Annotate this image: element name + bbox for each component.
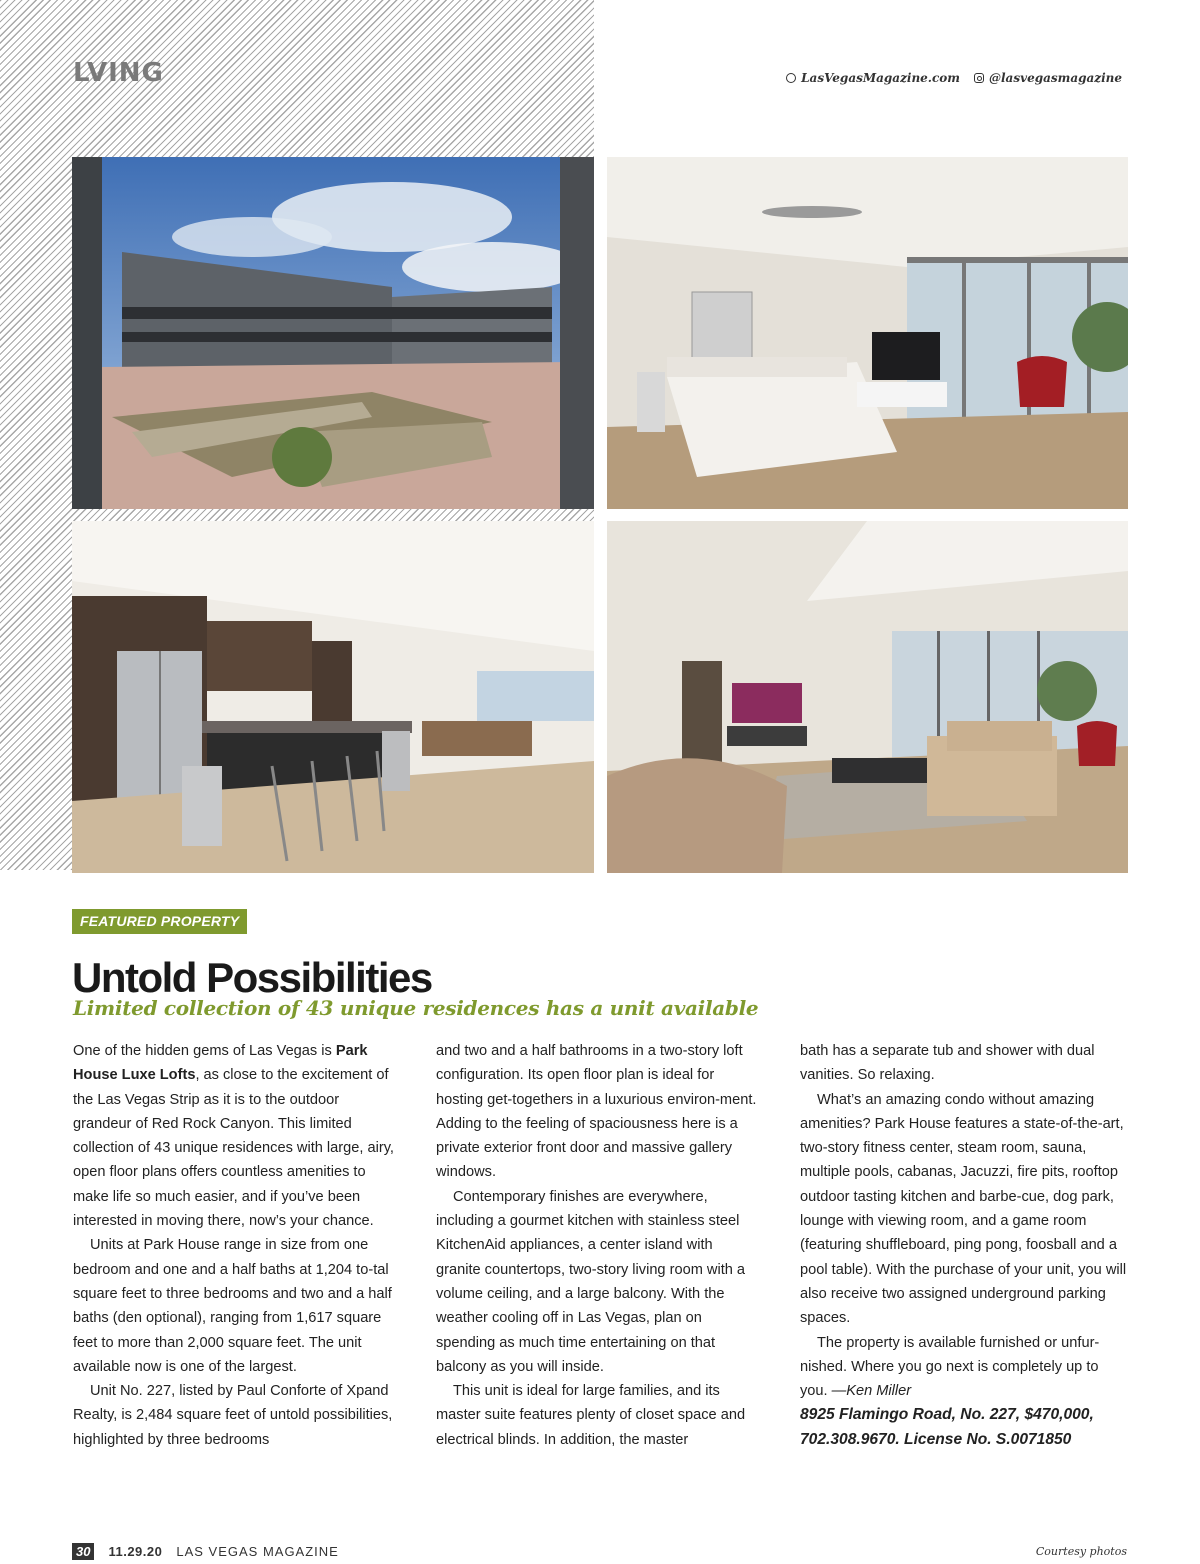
paragraph: This unit is ideal for large families, and its master suite features plenty of closet space and electrical blinds. In addition, the master	[436, 1383, 746, 1448]
magazine-name: LAS VEGAS MAGAZINE	[176, 1544, 339, 1559]
photo-credit: Courtesy photos	[1035, 1545, 1127, 1558]
listing-address: 8925 Flamingo Road, No. 227, $470,000,	[800, 1406, 1094, 1424]
article-column-3	[800, 1039, 1130, 1452]
page-number: 30	[72, 1543, 94, 1560]
living-room-photo	[607, 521, 1128, 873]
featured-badge: FEATURED PROPERTY	[72, 909, 247, 934]
kitchen-photo	[72, 521, 594, 873]
paragraph: What’s an amazing condo without amazing amenities? Park House features a state-of-the-art, two-story fitness center, steam room, sauna, multiple pools, cabanas, Jacuzzi, fire pits, rooftop outdoor tasting kitchen and barbe-cue, dog park, lounge with viewing room, and a game room (featuring shuffleboard, ping pong, foosball and a pool table). With the purchase of your unit, you will also receive two assigned underground parking spaces.	[800, 1091, 1127, 1327]
paragraph	[73, 1039, 395, 1233]
property-name: Park House Luxe Lofts	[73, 1043, 368, 1084]
paragraph: Contemporary finishes are everywhere, including a gourmet kitchen with stainless steel KitchenAid appliances, a center island with granite countertops, two-story living room with a volume ceiling, and a large balcony. With the weather cooling off in Las Vegas, plan on spending as much time entertaining on that balcony as you will inside.	[436, 1188, 746, 1375]
paragraph: Units at Park House range in size from one bedroom and one and a half baths at 1,204 to-tal square feet to three bedrooms and two and a half baths (den optional), ranging from 1,617 square feet to more than 2,000 square feet. The unit available now is one of the largest.	[73, 1237, 392, 1375]
issue-date: 11.29.20	[108, 1544, 163, 1559]
header-links	[786, 71, 1122, 85]
paragraph: bath has a separate tub and shower with dual vanities. So relaxing.	[800, 1043, 1095, 1084]
article-column-2	[436, 1039, 758, 1452]
text-run: The property is available furnished or unfur-nished. Where you go next is completely up to you.	[800, 1334, 1100, 1400]
website-link[interactable]: LasVegasMagazine.com	[801, 71, 960, 85]
bedroom-photo	[607, 157, 1128, 509]
section-label: LVING	[73, 58, 164, 88]
text-run: One of the hidden gems of Las Vegas is	[73, 1043, 336, 1059]
web-icon	[786, 73, 796, 83]
listing-info	[800, 1403, 1130, 1452]
instagram-icon	[974, 73, 984, 83]
byline: —Ken Miller	[831, 1383, 912, 1400]
paragraph: Unit No. 227, listed by Paul Conforte of Xpand Realty, is 2,484 square feet of untold possibilities, highlighted by three bedrooms	[73, 1383, 393, 1448]
subheadline: Limited collection of 43 unique residences has a unit available	[73, 996, 759, 1020]
headline: Untold Possibilities	[72, 954, 432, 1001]
text-run: , as close to the excitement of the Las Vegas Strip as it is to the outdoor grandeur of Red Rock Canyon. This limited collection of 43 unique residences with large, airy, open floor plans offers countless amenities to make life so much easier, and if you’ve been interested in moving there, now’s your chance.	[73, 1067, 394, 1230]
courtyard-photo	[72, 157, 594, 509]
social-handle[interactable]: @lasvegasmagazine	[989, 71, 1122, 85]
footer-folio	[72, 1543, 339, 1560]
listing-contact: 702.308.9670. License No. S.0071850	[800, 1430, 1072, 1448]
article-column-1	[73, 1039, 395, 1452]
paragraph	[800, 1331, 1130, 1404]
paragraph: and two and a half bathrooms in a two-story loft configuration. Its open floor plan is ideal for hosting get-togethers in a luxurious environ-ment. Adding to the feeling of spaciousness here is a private exterior front door and massive gallery windows.	[436, 1043, 757, 1181]
